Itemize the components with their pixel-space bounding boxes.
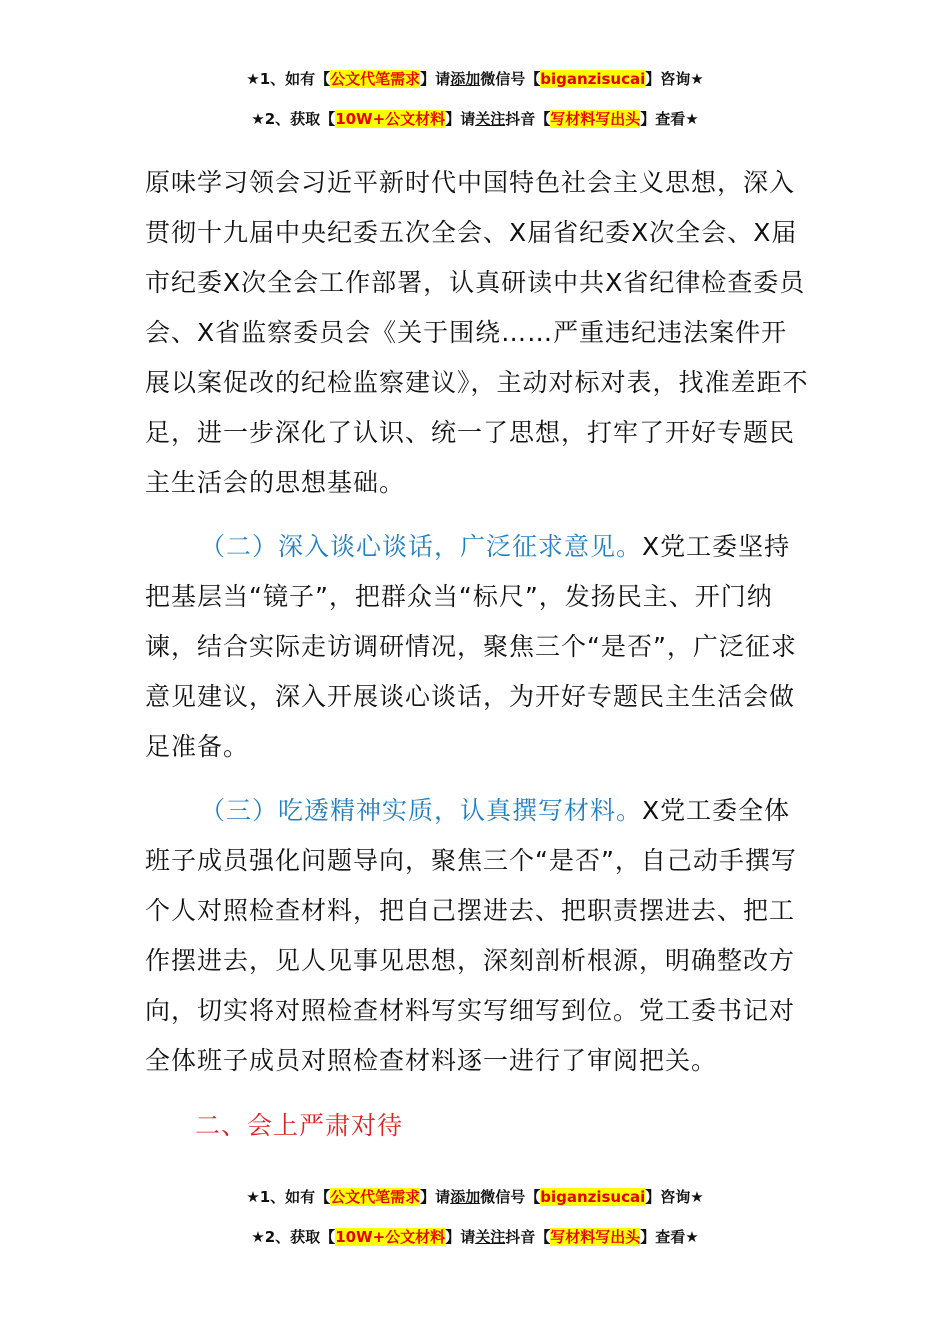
- banner-bottom-line-1: ★1、如有【公文代笔需求】请添加微信号【biganzisucai】咨询★: [246, 1188, 704, 1206]
- subheading-2: （二）深入谈心谈话，广泛征求意见。: [200, 532, 643, 561]
- subheading-3: （三）吃透精神实质，认真撰写材料。: [200, 796, 643, 825]
- paragraph-2: （二）深入谈心谈话，广泛征求意见。X党工委坚持把基层当“镜子”，把群众当“标尺”，发扬民主、开门纳谏，结合实际走访调研情况，聚焦三个“是否”，广泛征求意见建议，深入开展谈心谈话，为开好专题民主生活会做足准备。: [145, 532, 797, 761]
- highlight-materials: 10W+公文材料: [335, 1228, 446, 1246]
- paragraph-3: （三）吃透精神实质，认真撰写材料。X党工委全体班子成员强化问题导向，聚焦三个“是否”，自己动手撰写个人对照检查材料，把自己摆进去、把职责摆进去、把工作摆进去，见人见事见思想，深刻剖析根源，明确整改方向，切实将对照检查材料写实写细写到位。党工委书记对全体班子成员对照检查材料逐一进行了审阅把关。: [145, 796, 797, 1075]
- banner-bottom-line-2: ★2、获取【10W+公文材料】请关注抖音【写材料写出头】查看★: [251, 1228, 699, 1246]
- highlight-wechat-id: biganzisucai: [540, 70, 646, 88]
- banner-top-line-1: ★1、如有【公文代笔需求】请添加微信号【biganzisucai】咨询★: [246, 70, 704, 88]
- highlight-douyin: 写材料写出头: [550, 110, 641, 128]
- paragraph-1: 原味学习领会习近平新时代中国特色社会主义思想，深入贯彻十九届中央纪委五次全会、X届省纪委X次全会、X届市纪委X次全会工作部署，认真研读中共X省纪律检查委员会、X省监察委员会《关于围绕……严重违纪违法案件开展以案促改的纪检监察建议》，主动对标对表，找准差距不足，进一步深化了认识、统一了思想，打牢了开好专题民主生活会的思想基础。: [145, 168, 809, 497]
- banner-top-line-2: ★2、获取【10W+公文材料】请关注抖音【写材料写出头】查看★: [251, 110, 699, 128]
- highlight-wechat-id: biganzisucai: [540, 1188, 646, 1206]
- highlight-materials: 10W+公文材料: [335, 110, 446, 128]
- section-heading: 二、会上严肃对待: [195, 1111, 404, 1140]
- highlight-douyin: 写材料写出头: [550, 1228, 641, 1246]
- highlight-need: 公文代笔需求: [330, 70, 421, 88]
- highlight-need: 公文代笔需求: [330, 1188, 421, 1206]
